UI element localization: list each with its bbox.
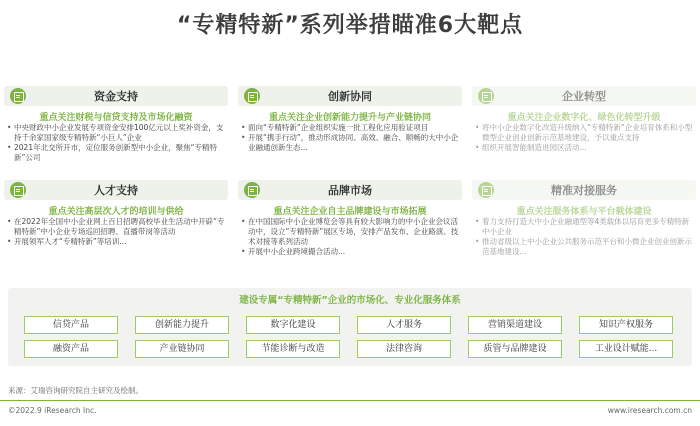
bullet-item: • 组织开展智能制造进园区活动...: [474, 143, 696, 153]
card-subtitle: 重点关注财税与信贷支持及市场化融资: [39, 113, 193, 123]
card-subtitle: 重点关注企业自主品牌建设与市场拓展: [273, 207, 427, 217]
card-subtitle: 重点关注高层次人才的培训与供给: [48, 207, 184, 217]
service-tag: 工业设计赋能...: [579, 340, 673, 358]
card-innovation-collaboration: [238, 86, 462, 174]
website-link[interactable]: www.iresearch.com.cn: [607, 406, 692, 415]
source-note: 来源：艾瑞咨询研究院自主研究及绘制。: [8, 386, 143, 395]
card-title: 人才支持: [94, 184, 138, 197]
card-bullets: [474, 217, 696, 257]
card-subtitle: 重点关注服务体系与平台载体建设: [516, 207, 652, 217]
bullet-item: • 在中国国际中小企业博览会等具有较大影响力的中小企业会议活动中，设立“专精特新”展区专场，安排产品发布、企业路演、技术对接等系列活动: [240, 217, 462, 247]
service-system-panel: [8, 288, 692, 366]
bullet-item: • 开展中小企业跨境撮合活动...: [240, 247, 462, 257]
card-funding-support: [4, 86, 228, 174]
card-subtitle: 重点关注企业数字化、绿色化转型升级: [507, 113, 661, 123]
bullet-item: • 在2022年全国中小企业网上百日招聘高校毕业生活动中开辟“专精特新”中小企业专场巡回招聘、直播带岗等活动: [6, 217, 228, 237]
service-tag: 节能诊断与改造: [246, 340, 340, 358]
service-tag: 人才服务: [357, 316, 451, 334]
card-bullets: [6, 123, 228, 163]
card-bullets: [6, 217, 228, 247]
card-bullets: [240, 217, 462, 257]
service-tag: 质管与品牌建设: [468, 340, 562, 358]
card-header: [238, 180, 462, 200]
card-enterprise-transformation: [472, 86, 696, 174]
card-bullets: [240, 123, 462, 153]
footer-divider: [0, 400, 700, 401]
bullet-item: • 开展领军人才“专精特新”等培训...: [6, 237, 228, 247]
bullet-item: • 将中小企业数字化改造升级纳入“专精特新”企业培育体系和小型微型企业创业创新示范基地建设，予以重点支持: [474, 123, 696, 143]
card-talent-support: [4, 180, 228, 268]
service-tag: 融资产品: [24, 340, 118, 358]
service-tag: 营销渠道建设: [468, 316, 562, 334]
bullet-item: • 着力支持打造大中小企业融通型等4类载体以培育更多专精特新中小企业: [474, 217, 696, 237]
service-tag: 产业链协同: [135, 340, 229, 358]
card-brand-market: [238, 180, 462, 268]
service-tag: 法律咨询: [357, 340, 451, 358]
service-tag: 数字化建设: [246, 316, 340, 334]
card-title: 精准对接服务: [551, 184, 617, 197]
card-bullets: [474, 123, 696, 153]
card-title: 企业转型: [562, 90, 606, 103]
panel-title: 建设专属“专精特新”企业的市场化、专业化服务体系: [239, 295, 461, 306]
card-title: 品牌市场: [328, 184, 372, 197]
card-header: [4, 86, 228, 106]
bullet-item: • 中央财政中小企业发展专项资金安排100亿元以上奖补资金，支持千余家国家级专精特新“小巨人”企业: [6, 123, 228, 143]
service-tag: 信贷产品: [24, 316, 118, 334]
card-subtitle: 重点关注企业创新能力提升与产业链协同: [268, 113, 431, 123]
bullet-item: • 开展“携手行动”，推动形成协同、高效、融合、顺畅的大中小企业融通创新生态...: [240, 133, 462, 153]
page-title: “专精特新”系列举措瞄准6大靶点: [176, 13, 524, 38]
service-tag: 知识产权服务: [579, 316, 673, 334]
bullet-item: • 2021年北交所开市，定位服务创新型中小企业，聚焦“专精特新”公司: [6, 143, 228, 163]
card-header: [4, 180, 228, 200]
bullet-item: • 推动省级以上中小企业公共服务示范平台和小微企业创业创新示范基地建设...: [474, 237, 696, 257]
card-header: [238, 86, 462, 106]
card-header: [472, 180, 696, 200]
card-title: 资金支持: [94, 90, 138, 103]
card-header: [472, 86, 696, 106]
bullet-item: • 面向“专精特新”企业组织实施一批工程化应用验证项目: [240, 123, 462, 133]
card-title: 创新协同: [328, 90, 372, 103]
copyright: ©2022.9 iResearch Inc.: [8, 406, 97, 415]
service-tag: 创新能力提升: [135, 316, 229, 334]
card-precise-matching-service: [472, 180, 696, 268]
